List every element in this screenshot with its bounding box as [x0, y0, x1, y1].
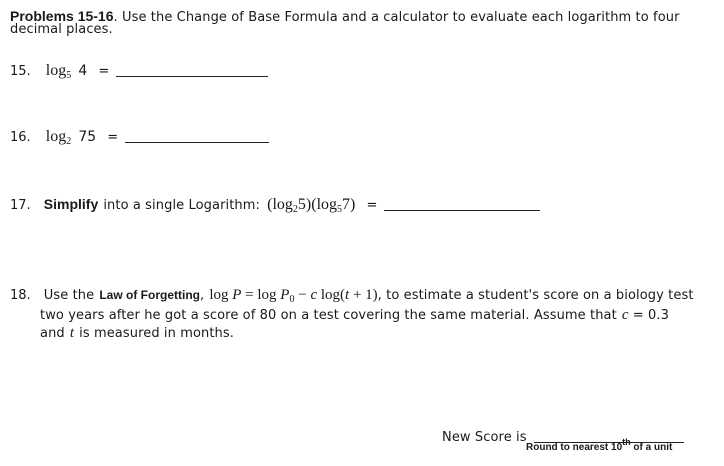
problem-18-line2: two years after he got a score of 80 on a test covering the same material. Assume that c = 0.3 [40, 307, 670, 323]
problem-text: Use the [43, 288, 95, 303]
problem-number: 15. [10, 64, 31, 79]
t-variable: t [69, 325, 75, 341]
problem-17 [10, 194, 540, 214]
problem-16 [10, 126, 269, 146]
problem-18-line3: and t is measured in months. [40, 325, 235, 341]
simplify-keyword: Simplify [43, 196, 99, 212]
equals-sign: = [98, 64, 110, 79]
problem-15 [10, 60, 268, 80]
log-product-expression: $(\log_25)(\log_57)$ [267, 196, 356, 215]
new-score-blank[interactable] [534, 428, 684, 443]
problem-text: into a single Logarithm: [103, 198, 261, 213]
c-value: c [621, 307, 629, 323]
answer-blank[interactable] [384, 196, 540, 211]
new-score-label: New Score is [442, 430, 527, 445]
problem-number: 16. [10, 130, 31, 145]
problem-number: 17. [10, 198, 31, 213]
instructions-text-line2: decimal places. [10, 22, 113, 37]
rounding-note: Round to nearest 10th of a unit [526, 437, 673, 453]
log-argument: 4 [78, 63, 88, 79]
log-expression: $\log_5$ [45, 62, 72, 81]
law-of-forgetting-keyword: Law of Forgetting [99, 288, 200, 302]
log-expression: $\log_2$ [45, 128, 72, 147]
problem-18: 18. Use the Law of Forgetting, $\log P = \log P_0 - c$ log(t + 1), to estimate a student's score on a biology test [10, 287, 694, 305]
log-argument: 75 [78, 129, 97, 145]
answer-blank[interactable] [116, 62, 268, 77]
answer-blank[interactable] [125, 128, 269, 143]
problem-number: 18. [10, 288, 31, 303]
equals-sign: = [107, 130, 119, 145]
instructions-text: . Use the Change of Base Formula and a calculator to evaluate each logarithm to four [113, 10, 680, 25]
problem-text-continued: , to estimate a student's score on a biology test [377, 288, 694, 303]
forgetting-formula: $\log P = \log P_0 - c$ log(t + 1) [209, 287, 378, 305]
equals-sign: = [366, 198, 378, 213]
section-title: Problems 15-16 [10, 8, 114, 24]
